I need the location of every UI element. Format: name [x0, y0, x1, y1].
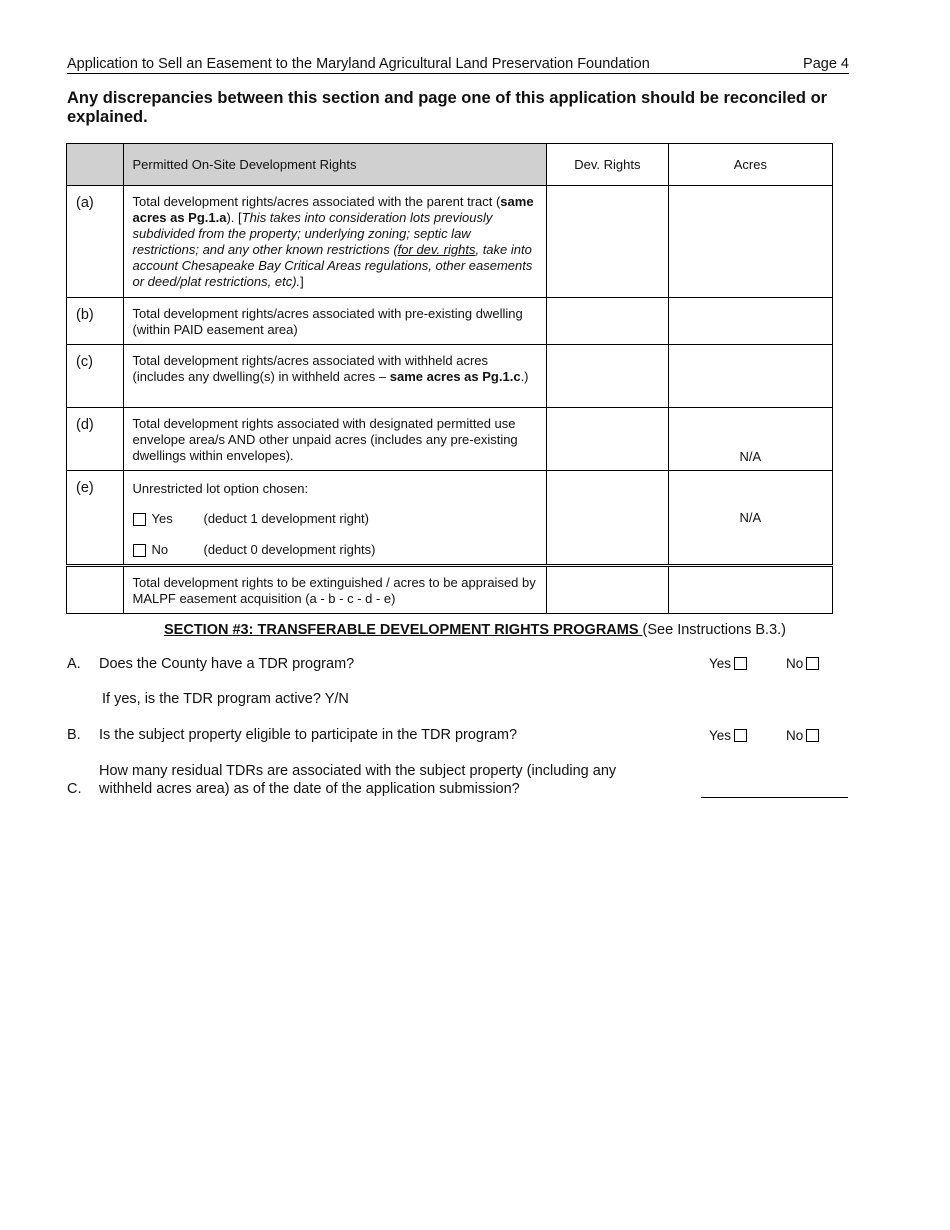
row-a-acres-input[interactable] [668, 186, 832, 298]
row-a-underline: for dev. rights [397, 242, 476, 257]
development-rights-table [66, 143, 833, 614]
discrepancy-notice: Any discrepancies between this section and page one of this application should be reconciled or explained. [67, 89, 828, 126]
row-c-tag: (c) [67, 345, 124, 408]
row-d-acres-value: N/A [739, 449, 762, 464]
question-b-yes-label: Yes [709, 728, 732, 743]
section-3-heading [0, 622, 950, 638]
row-e-tag: (e) [67, 471, 124, 566]
row-total-acres-input[interactable] [668, 566, 832, 614]
table-row-a [67, 186, 833, 298]
row-b-acres-input[interactable] [668, 298, 832, 345]
question-b-text: Is the subject property eligible to participate in the TDR program? [99, 727, 518, 743]
row-b-tag: (b) [67, 298, 124, 345]
row-d-tag: (d) [67, 408, 124, 471]
row-a-text-3: ] [300, 274, 304, 289]
row-e-no-checkbox[interactable] [133, 544, 146, 557]
question-a-no [786, 656, 819, 671]
row-e-yes-checkbox[interactable] [133, 513, 146, 526]
question-b-yes-checkbox[interactable] [734, 729, 747, 742]
question-c-text-line-2: withheld acres area) as of the date of the application submission? [99, 781, 520, 797]
row-e-acres-na [668, 471, 832, 566]
question-c-answer-line[interactable] [701, 797, 848, 798]
row-e-dev-rights-input[interactable] [547, 471, 669, 566]
header-blank-cell [67, 144, 124, 186]
row-total-description: Total development rights to be extinguished / acres to be appraised by MALPF easement acquisition (a - b - c - d - e) [123, 566, 547, 614]
question-c-letter: C. [67, 781, 82, 797]
row-a-tag: (a) [67, 186, 124, 298]
row-e-acres-value: N/A [739, 510, 762, 525]
question-a-subquestion: If yes, is the TDR program active? Y/N [102, 691, 349, 707]
row-b-dev-rights-input[interactable] [547, 298, 669, 345]
question-a-yes-checkbox[interactable] [734, 657, 747, 670]
section-3-note: (See Instructions B.3.) [642, 622, 786, 638]
header-acres: Acres [668, 144, 832, 186]
table-row-total [67, 566, 833, 614]
question-a-no-label: No [786, 656, 804, 671]
table-header-row [67, 144, 833, 186]
row-e-question: Unrestricted lot option chosen: [132, 481, 309, 496]
row-c-dev-rights-input[interactable] [547, 345, 669, 408]
row-d-description: Total development rights associated with designated permitted use envelope area/s AND other unpaid acres (includes any pre-existing dwellings within envelopes). [123, 408, 547, 471]
row-e-description [123, 471, 547, 566]
page-header [67, 56, 849, 74]
question-b-no-label: No [786, 728, 804, 743]
table-row-b [67, 298, 833, 345]
row-a-text: Total development rights/acres associated with the parent tract ( [132, 194, 501, 209]
row-a-italic: This takes into consideration lots previously subdivided from the property; underlying zoning; septic law restrictions; and any other known restrictions ( [132, 210, 493, 257]
row-e-no-note: (deduct 0 development rights) [203, 542, 376, 557]
question-c-text-line-1: How many residual TDRs are associated with the subject property (including any [99, 763, 617, 779]
question-a-text: Does the County have a TDR program? [99, 656, 355, 672]
question-b-no [786, 728, 819, 743]
question-b-letter: B. [67, 727, 81, 743]
row-c-acres-input[interactable] [668, 345, 832, 408]
row-a-dev-rights-input[interactable] [547, 186, 669, 298]
question-a-yes-label: Yes [709, 656, 732, 671]
question-a-no-checkbox[interactable] [806, 657, 819, 670]
page-number: Page 4 [803, 56, 849, 72]
row-a-text-2: ). [ [226, 210, 242, 225]
row-d-dev-rights-input[interactable] [547, 408, 669, 471]
row-e-yes-note: (deduct 1 development right) [203, 511, 369, 526]
question-b-no-checkbox[interactable] [806, 729, 819, 742]
table-row-c [67, 345, 833, 408]
row-a-italic-2: , take into account Chesapeake Bay Critical Areas regulations, other easements or deed/plat restrictions, etc). [132, 242, 533, 289]
row-a-description [123, 186, 547, 298]
question-a-yes [709, 656, 747, 671]
header-dev-rights: Dev. Rights [547, 144, 669, 186]
row-d-acres-na [668, 408, 832, 471]
row-a-bold: same acres as Pg.1.a [132, 194, 534, 225]
row-e-yes-option [133, 511, 539, 527]
row-c-bold: same acres as Pg.1.c [389, 369, 521, 384]
row-total-tag [67, 566, 124, 614]
row-total-dev-rights-input[interactable] [547, 566, 669, 614]
table-row-e [67, 471, 833, 566]
header-title: Application to Sell an Easement to the Maryland Agricultural Land Preservation Foundation [67, 56, 650, 72]
row-b-description: Total development rights/acres associated with pre-existing dwelling (within PAID easement area) [123, 298, 547, 345]
table-row-d [67, 408, 833, 471]
header-permitted-rights: Permitted On-Site Development Rights [123, 144, 547, 186]
row-c-description [123, 345, 547, 408]
row-c-text: Total development rights/acres associated with withheld acres (includes any dwelling(s) in withheld acres – [132, 353, 489, 384]
row-c-text-2: .) [520, 369, 529, 384]
row-e-no-label: No [151, 542, 169, 557]
row-e-no-option [133, 542, 539, 558]
section-3-title: SECTION #3: TRANSFERABLE DEVELOPMENT RIGHTS PROGRAMS [164, 622, 643, 638]
question-b-yes [709, 728, 747, 743]
row-e-yes-label: Yes [151, 511, 173, 526]
question-a-letter: A. [67, 656, 81, 672]
